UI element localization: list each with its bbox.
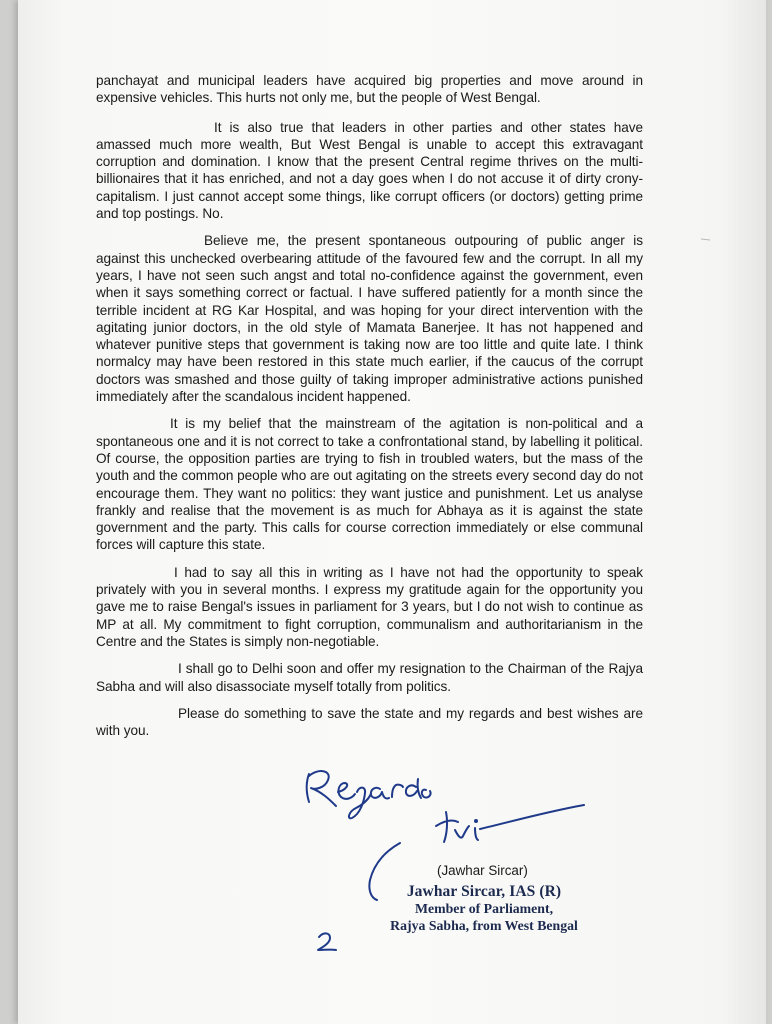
- paragraph-1: panchayat and municipal leaders have acquired big properties and move around in expensive vehicles. This hurts not only me, but the people of West Bengal.: [96, 73, 643, 106]
- letter-body: [96, 72, 643, 749]
- stamp-title: Member of Parliament,: [414, 901, 554, 916]
- stamp-name: Jawhar Sircar, IAS (R): [406, 883, 562, 900]
- paragraph-6: I shall go to Delhi soon and offer my resignation to the Chairman of the Rajya Sabha and will also disassociate myself totally from politics.: [96, 661, 643, 694]
- stray-pen-mark: [700, 238, 712, 241]
- paragraph-2: It is also true that leaders in other parties and other states have amassed much more wealth, But West Bengal is unable to accept this extravagant corruption and domination. I know that the present Central regime thrives on the multi-billionaires that it has enriched, and not a day goes when I do not accuse it of dirty crony-capitalism. I just cannot accept some things, like corrupt officers (or doctors) getting prime and top postings. No.: [96, 119, 643, 222]
- paragraph-3: Believe me, the present spontaneous outpouring of public anger is against this unchecked overbearing attitude of the favoured few and the corrupt. In all my years, I have not seen such angst and total no-confidence against the government, even when it says something correct or factual. I have suffered patiently for a month since the terrible incident at RG Kar Hospital, and was hoping for your direct intervention with the agitating junior doctors, in the old style of Mamata Banerjee. It has not happened and whatever punitive steps that government is taking now are too little and quite late. I think normalcy may have been restored in this state much earlier, if the caucus of the corrupt doctors was smashed and those guilty of taking improper administrative actions punished immediately after the scandalous incident happened.: [96, 233, 643, 405]
- paragraph-7: Please do something to save the state and my regards and best wishes are with you.: [96, 705, 643, 739]
- paragraph-5: I had to say all this in writing as I have not had the opportunity to speak privately with you in several months. I express my gratitude again for the opportunity you gave me to raise Bengal's issues in parliament for 3 years, but I do not wish to continue as MP at all. My commitment to fight corruption, communalism and authoritarianism in the Centre and the States is simply non-negotiable.: [96, 564, 643, 649]
- signatory-printed-name: (Jawhar Sircar): [437, 863, 528, 878]
- official-stamp: [384, 883, 584, 934]
- paragraph-4: It is my belief that the mainstream of the agitation is non-political and a spontaneous one and it is not correct to take a confrontational stand, by labelling it political. Of course, the opposition parties are trying to fish in troubled waters, but the mass of the youth and the common people who are out agitating on the streets every second day do not encourage them. They want no politics: they want justice and punishment. Let us analyse frankly and realise that the movement is as much for Abhaya as it is against the state government and the party. This calls for course correction immediately or else communal forces will capture this state.: [96, 416, 643, 553]
- stamp-house: Rajya Sabha, from West Bengal: [390, 918, 578, 933]
